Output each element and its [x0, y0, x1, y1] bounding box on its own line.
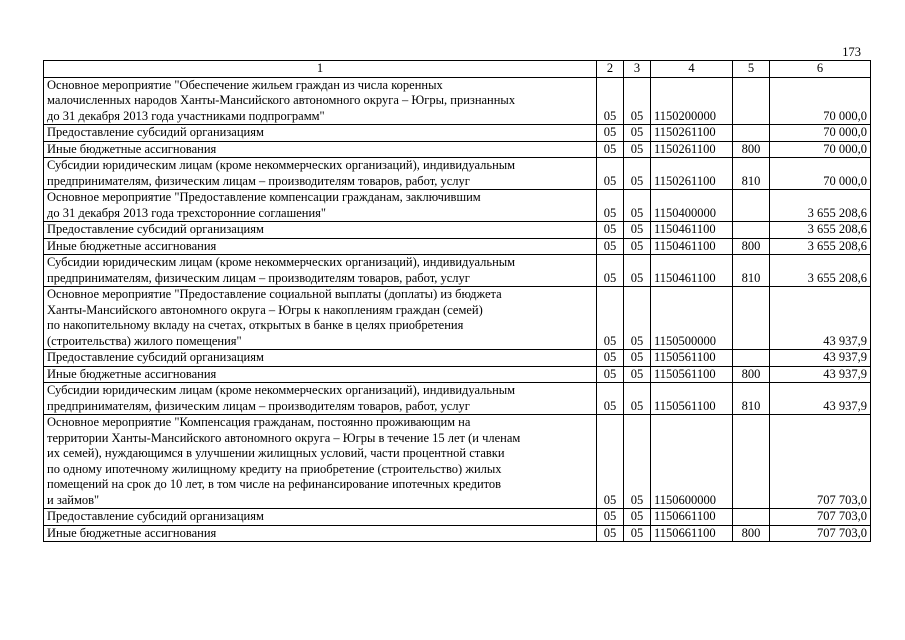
target-article-cell: 1150500000 [651, 287, 733, 350]
table-row [44, 287, 871, 350]
amount-cell: 3 655 208,6 [770, 238, 871, 255]
table-row [44, 415, 871, 509]
table-row [44, 366, 871, 383]
item-name-cell: Предоставление субсидий организациям [44, 350, 597, 367]
amount-cell: 3 655 208,6 [770, 190, 871, 222]
target-article-cell: 1150461100 [651, 222, 733, 239]
section-code-cell: 05 [597, 141, 624, 158]
section-code-cell: 05 [597, 158, 624, 190]
subsection-code-cell: 05 [624, 238, 651, 255]
subsection-code-cell: 05 [624, 141, 651, 158]
expense-type-cell [733, 190, 770, 222]
item-name-cell: Основное мероприятие "Предоставление компенсации гражданам, заключившим до 31 декабря 2013 года трехсторонние соглашения" [44, 190, 597, 222]
item-name-cell: Предоставление субсидий организациям [44, 125, 597, 142]
expense-type-cell: 800 [733, 366, 770, 383]
section-code-cell: 05 [597, 525, 624, 542]
section-code-cell: 05 [597, 366, 624, 383]
amount-cell: 43 937,9 [770, 287, 871, 350]
section-code-cell: 05 [597, 77, 624, 125]
subsection-code-cell: 05 [624, 509, 651, 526]
expense-type-cell: 800 [733, 238, 770, 255]
item-name-cell: Предоставление субсидий организациям [44, 509, 597, 526]
item-name-cell: Субсидии юридическим лицам (кроме некоммерческих организаций), индивидуальным предпринимателям, физическим лицам – производителям товаров, работ, услуг [44, 255, 597, 287]
target-article-cell: 1150561100 [651, 366, 733, 383]
item-name-cell: Основное мероприятие "Обеспечение жильем граждан из числа коренных малочисленных народов Ханты-Мансийского автономного округа – Югры, признанных до 31 декабря 2013 года участниками подпрограмм" [44, 77, 597, 125]
target-article-cell: 1150661100 [651, 509, 733, 526]
target-article-cell: 1150400000 [651, 190, 733, 222]
expense-type-cell [733, 125, 770, 142]
expense-type-cell: 810 [733, 158, 770, 190]
item-name-cell: Предоставление субсидий организациям [44, 222, 597, 239]
expense-type-cell [733, 415, 770, 509]
page-number: 173 [842, 45, 861, 59]
expense-type-cell: 800 [733, 525, 770, 542]
item-name-cell: Иные бюджетные ассигнования [44, 238, 597, 255]
table-row [44, 77, 871, 125]
target-article-cell: 1150561100 [651, 383, 733, 415]
subsection-code-cell: 05 [624, 222, 651, 239]
item-name-cell: Иные бюджетные ассигнования [44, 366, 597, 383]
column-number-header: 1 [44, 61, 597, 78]
table-row [44, 222, 871, 239]
table-row [44, 350, 871, 367]
subsection-code-cell: 05 [624, 255, 651, 287]
target-article-cell: 1150661100 [651, 525, 733, 542]
expense-type-cell [733, 509, 770, 526]
table-row [44, 383, 871, 415]
table-row [44, 158, 871, 190]
target-article-cell: 1150600000 [651, 415, 733, 509]
table-row [44, 238, 871, 255]
table-row [44, 190, 871, 222]
target-article-cell: 1150261100 [651, 158, 733, 190]
expense-type-cell [733, 222, 770, 239]
expense-type-cell: 810 [733, 383, 770, 415]
item-name-cell: Субсидии юридическим лицам (кроме некоммерческих организаций), индивидуальным предпринимателям, физическим лицам – производителям товаров, работ, услуг [44, 158, 597, 190]
amount-cell: 707 703,0 [770, 509, 871, 526]
column-number-header: 6 [770, 61, 871, 78]
expense-type-cell [733, 350, 770, 367]
item-name-cell: Иные бюджетные ассигнования [44, 141, 597, 158]
item-name-cell: Основное мероприятие "Компенсация гражданам, постоянно проживающим на территории Ханты-Мансийского автономного округа – Югры в течение 15 лет (и членам их семей), нуждающимся в улучшении жилищных условий, части процентной ставки по одному ипотечному жилищному кредиту на приобретение (строительство) жилых помещений на срок до 10 лет, в том числе на рефинансирование ипотечных кредитов и займов" [44, 415, 597, 509]
amount-cell: 707 703,0 [770, 525, 871, 542]
amount-cell: 43 937,9 [770, 350, 871, 367]
section-code-cell: 05 [597, 238, 624, 255]
budget-table [43, 60, 871, 542]
amount-cell: 70 000,0 [770, 125, 871, 142]
target-article-cell: 1150261100 [651, 125, 733, 142]
expense-type-cell [733, 77, 770, 125]
section-code-cell: 05 [597, 415, 624, 509]
amount-cell: 70 000,0 [770, 158, 871, 190]
item-name-cell: Основное мероприятие "Предоставление социальной выплаты (доплаты) из бюджета Ханты-Мансийского автономного округа – Югры к накоплениям граждан (семей) по накопительному вкладу на счетах, открытых в банке в целях приобретения (строительства) жилого помещения" [44, 287, 597, 350]
section-code-cell: 05 [597, 350, 624, 367]
column-number-header: 4 [651, 61, 733, 78]
item-name-cell: Субсидии юридическим лицам (кроме некоммерческих организаций), индивидуальным предпринимателям, физическим лицам – производителям товаров, работ, услуг [44, 383, 597, 415]
subsection-code-cell: 05 [624, 350, 651, 367]
amount-cell: 707 703,0 [770, 415, 871, 509]
subsection-code-cell: 05 [624, 415, 651, 509]
amount-cell: 3 655 208,6 [770, 255, 871, 287]
amount-cell: 43 937,9 [770, 366, 871, 383]
amount-cell: 43 937,9 [770, 383, 871, 415]
target-article-cell: 1150561100 [651, 350, 733, 367]
subsection-code-cell: 05 [624, 383, 651, 415]
table-row [44, 525, 871, 542]
table-row [44, 125, 871, 142]
target-article-cell: 1150461100 [651, 255, 733, 287]
section-code-cell: 05 [597, 509, 624, 526]
section-code-cell: 05 [597, 287, 624, 350]
subsection-code-cell: 05 [624, 190, 651, 222]
subsection-code-cell: 05 [624, 125, 651, 142]
column-number-header: 2 [597, 61, 624, 78]
subsection-code-cell: 05 [624, 525, 651, 542]
expense-type-cell: 810 [733, 255, 770, 287]
section-code-cell: 05 [597, 125, 624, 142]
section-code-cell: 05 [597, 222, 624, 239]
item-name-cell: Иные бюджетные ассигнования [44, 525, 597, 542]
target-article-cell: 1150461100 [651, 238, 733, 255]
amount-cell: 70 000,0 [770, 141, 871, 158]
table-row [44, 255, 871, 287]
expense-type-cell: 800 [733, 141, 770, 158]
section-code-cell: 05 [597, 190, 624, 222]
amount-cell: 3 655 208,6 [770, 222, 871, 239]
target-article-cell: 1150261100 [651, 141, 733, 158]
section-code-cell: 05 [597, 255, 624, 287]
column-number-header: 3 [624, 61, 651, 78]
column-number-row [44, 61, 871, 78]
subsection-code-cell: 05 [624, 77, 651, 125]
amount-cell: 70 000,0 [770, 77, 871, 125]
expense-type-cell [733, 287, 770, 350]
subsection-code-cell: 05 [624, 158, 651, 190]
table-row [44, 141, 871, 158]
subsection-code-cell: 05 [624, 287, 651, 350]
column-number-header: 5 [733, 61, 770, 78]
section-code-cell: 05 [597, 383, 624, 415]
target-article-cell: 1150200000 [651, 77, 733, 125]
subsection-code-cell: 05 [624, 366, 651, 383]
table-row [44, 509, 871, 526]
